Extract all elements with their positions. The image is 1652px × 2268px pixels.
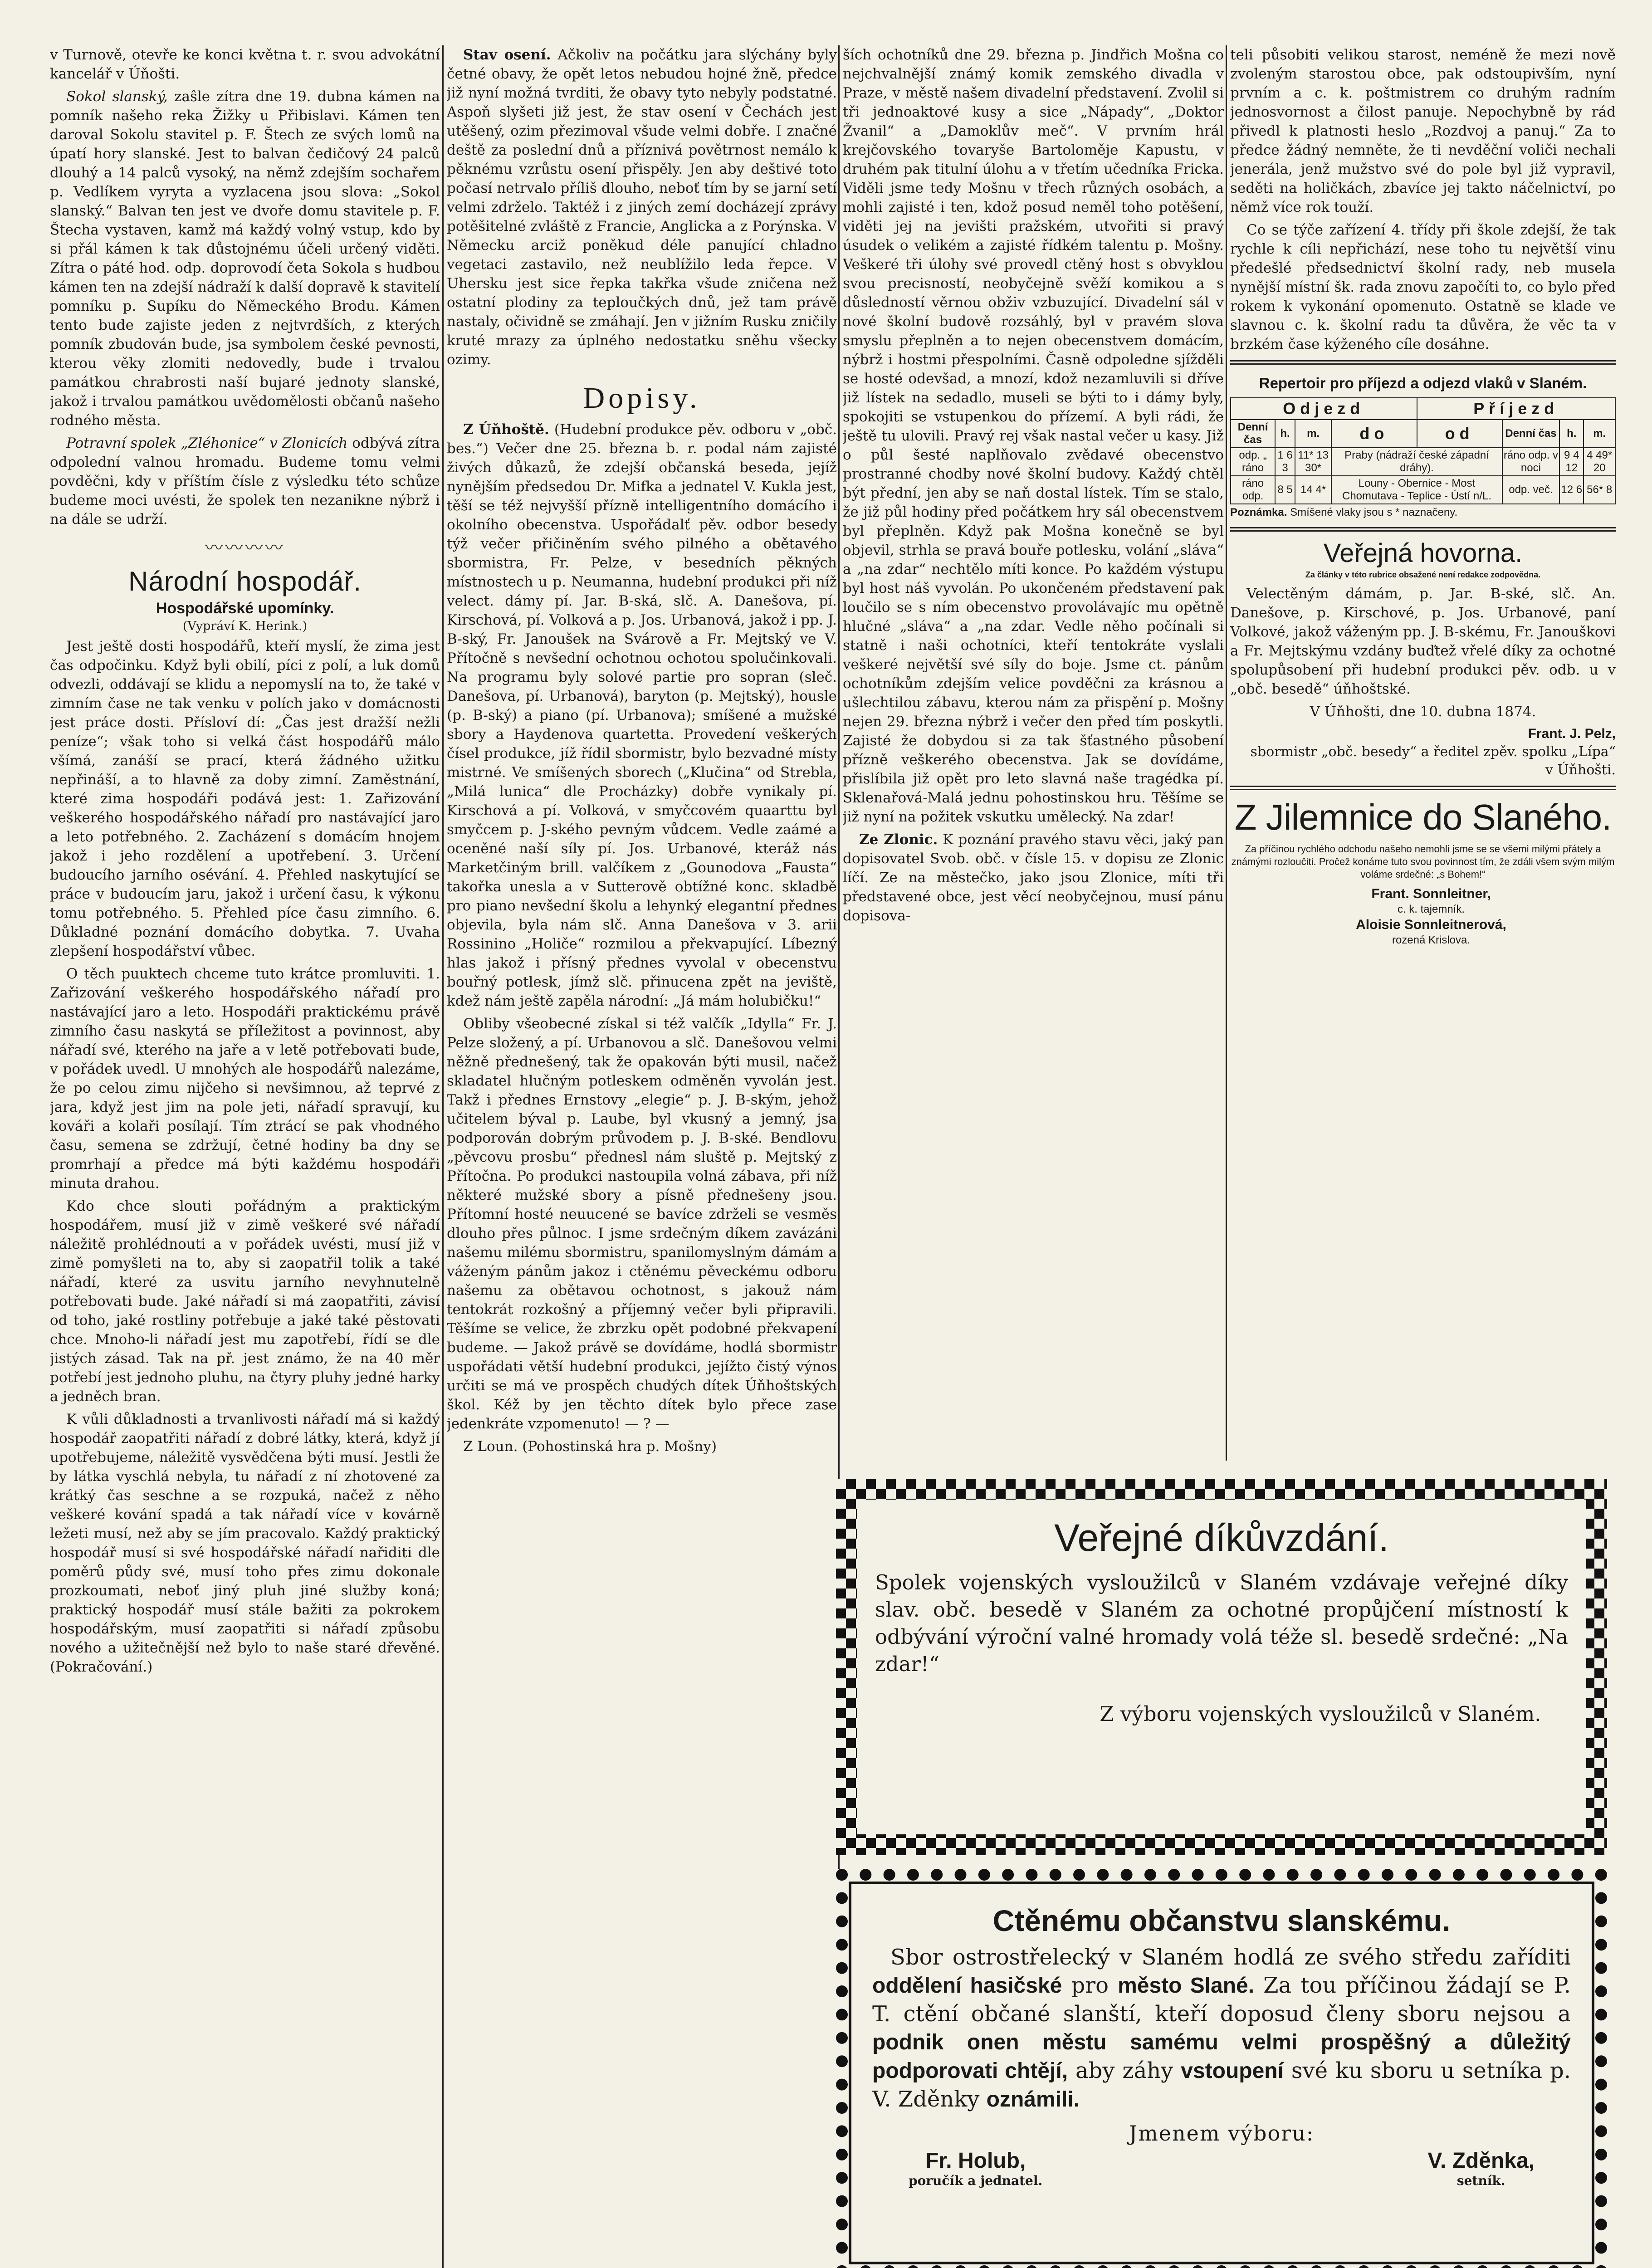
ad-emphasis: podnik onen městu samému velmi prospěšný a důležitý podporovati chtějí,	[872, 2030, 1571, 2083]
paragraph: Z Loun. (Pohostinská hra p. Mošny)	[463, 1438, 717, 1455]
timetable-col: h.	[1559, 420, 1584, 448]
paragraph: O těch puuktech chceme tuto krátce promluviti. 1. Zařizování veškerého hospodářského nářadí pro nastávající jaro a leto. Hospodáři praktickému právě zimního času naskytá se příležitost a povinnost, aby nářadí své, kterého na jaře a v letě potřebovati bude, v pořádek uvedl. U mnohých ale hospodářů nalezáme, že po celou zimu nijčeho si nevšimnou, až teprvé z jara, když jest jim na pole jeti, nářadí spravují, ku kováři a kolaři posílají. Tím ztrácí se pak vhodného času, semena se zdržují, četné hodiny ba dny se promrhají a předce má býti každému hospodáři minuta drahou.	[50, 966, 440, 1192]
item-text: K poznání pravého stavu věci, jaký pan dopisovatel Svob. obč. v čísle 15. v dopisu ze Zlonic líčí. Ze na městečko, jako jsou Zlonice, míti tři představené obce, jest věcí neobyčejnou, musí pánu dopisova-	[843, 831, 1224, 924]
timetable-col: h.	[1275, 420, 1295, 448]
cell: odp. „ ráno	[1231, 448, 1275, 476]
ad-emphasis: město Slané.	[1118, 1974, 1255, 1998]
item-text: zaŝle zítra dne 19. dubna kámen na pomník našeho reka Žižky u Přibislavi. Kámen ten daroval Sokolu stavitel p. F. Štech ze svých lomů na úpatí hory slanské. Jest to balvan čedičový 24 palců dlouhý a 14 palců vysoký, na němž zdejším sochařem p. Vedlíkem vyryta a vyzlacena jsou slova: „Sokol slanský.“ Balvan ten jest ve dvoře domu stavitele p. F. Štecha vystaven, kamž má každý volný vstup, kdo by si přál kámen k tak důstojnému účeli určený viděti. Zítra o páté hod. odp. doprovodí četa Sokola s hudbou kámen ten na zdejší nádraží k další dopravě k stavitelí pomníku p. Supíku do Německého Brodu. Kámen tento bude zajiste jeden z nejtvrdších, z kterých pomník zbudován bude, jsa symbolem české pevnosti, kterou věky zlomiti nedovedly, bude i trvalou památkou chrabrosti naší bujaré jednoty slanské, jakož i trvalou památkou uvědomělosti občanů našeho rodného města.	[50, 88, 440, 429]
column-rule	[1226, 45, 1227, 1461]
ad-text: Za tou příčinou žádají se P. T. ctění občané slanští, kteří doposud členy sboru nejsou a	[872, 1973, 1571, 2027]
timetable-col: od	[1417, 420, 1502, 448]
timetable-col: Denní čas	[1502, 420, 1559, 448]
ad-body	[872, 1943, 1571, 2114]
item-title: Sokol slanský,	[66, 88, 168, 105]
cell: 56* 8	[1584, 476, 1615, 504]
timetable-header-arrival: Příjezd	[1417, 398, 1615, 420]
section-title: Dopisy.	[583, 381, 701, 415]
ad-emphasis: oznámili.	[986, 2087, 1080, 2112]
cell: Louny - Obernice - Most Chomutava - Teplice - Ústí n/L.	[1331, 476, 1502, 504]
signer-role: poručík a jednatel.	[909, 2173, 1043, 2188]
paragraph: Jest ještě dosti hospodářů, kteří myslí, že zima jest čas odpočinku. Když byli obilí, píci z polí, a luk domů odvezli, oddávají se klidu a nepomyslí na to, že také v zimním čase ne tak venku v polích jako v domácnosti jest práce dosti. Přísloví dí: „Čas jest dražší nežli peníze“; však toho si velká část hospodářů málo všímá, zanáší se prací, která žádného užitku nepřináší, a to hlavně za doby zimní. Zaměstnání, které zima hospodáři podává jest: 1. Zařizování veškerého hospodářského nářadí pro nastávající jaro a leto potřebného. 2. Zacházení s domácím hnojem jakož i jeho rozdělení a upotřebení. 3. Určení budoucího jarního osévání. 4. Přehled naskytující se práce v budoucím jaru, jakož i určení času, k výkonu tomu potřebného. 5. Přehled píce času zimního. 6. Důkladné poznání domácího dobytka. 7. Uvaha zlepšení hospodářství vůbec.	[50, 638, 440, 959]
item-text: (Hudební produkce pěv. odboru v „obč. bes.“) Večer dne 25. března b. r. podal nám zajisté živých důkazů, že zdejší občanská beseda, jejíž nynějším předsedou Dr. Mifka a jednatel V. Kukla jest, těší se též nejvyšší přízně intelligentního domácího i okolního obecenstva. Uspořádalť pěv. odbor besedy týž večer přičiněním svého pilného a obětavého sbormistra, Fr. Pelze, v besedních pěkných místnostech u p. Neumanna, hudební produkci při níž velect. dámy pí. Jar. B-ská, slč. A. Danešova, pí. Kirschová, pí. Volková a p. Jos. Urbanová, jakož i pp. J. B-ský, Fr. Janoušek na Svárově a Fr. Mejtský ve V. Přítočně s nevšední ochotnou ochotou spolučinkovali. Na programu byly solové partie pro sopran (sleč. Danešova, pí. Urbanová), baryton (p. Mejtský), housle (p. B-ský) a piano (pí. Urbanova); smíšené a mužské sbory a Haydenova quartetta. Provedení veškerých čísel produkce, jíž řídil sbormistr, bylo bezvadné místy mistrné. Ve smíšených sborech („Klučina“ od Strebla, „Milá lunica“ dle Procházky) dobře vynikaly pí. Kirschová a pí. Volková, v smyčcovém quaarttu byl smyčcem p. J-ského pevným vůdcem. Vedle zaámé a oceněné naší síly pí. Jos. Urbanové, kteráž nás Marketčiným brill. valčíkem z „Gounodova „Fausta“ takořka unesla a v Sutterově obtížné konc. skladbě pro piano nevšední školu a lehynký elegantní přednes objevila, byla nám slč. Anna Danešova v 3. arii Rossinino „Holiče“ rozmilou a překvapující. Líbezný hlas jakož i přísný přednes vyvolal v obecenstvu bouřný potlesk, jímž slč. přinucena zpět na jeviště, kdež nám ještě zapěla národní: „Já mám holubičku!“	[447, 421, 837, 1009]
paragraph	[447, 45, 837, 369]
timetable-col: m.	[1584, 420, 1615, 448]
signer-role: rozená Krislova.	[1392, 934, 1471, 946]
cell: 9 4 12	[1559, 448, 1584, 476]
ad-emphasis: vstoupení	[1181, 2059, 1284, 2083]
signer: Fr. Holub,	[925, 2149, 1026, 2173]
cell: Praby (nádraží české západní dráhy).	[1331, 448, 1502, 476]
notice-title: Z Jilemnice do Slaného.	[1234, 797, 1612, 837]
notice-text: Za příčinou rychlého odchodu našeho nemohli jsme se se všemi milými přátely a známými rozloučiti. Pročež konáme tuto svou povinnost tím, že zdáli všem svým milým voláme srdečné: „s Bohem!“	[1231, 843, 1615, 880]
ad-signature	[909, 2148, 1042, 2188]
ad-text: pro	[1071, 1973, 1109, 1998]
timetable-header-departure: Odjezd	[1231, 398, 1417, 420]
ad-signatures	[872, 2148, 1571, 2188]
column-4	[1230, 45, 1616, 1461]
signer-role: setník.	[1456, 2173, 1505, 2188]
column-rule	[442, 45, 444, 2268]
ad-signature: Z výboru vojenských vysloužilců v Slaném.	[1100, 1702, 1541, 1726]
signer: V. Zděnka,	[1427, 2149, 1535, 2173]
timetable-col: do	[1331, 420, 1417, 448]
cell: 4 49* 20	[1584, 448, 1615, 476]
cell: ráno odp.	[1231, 476, 1275, 504]
divider	[1230, 360, 1616, 365]
ad-footer: Jmenem výboru:	[1129, 2121, 1315, 2146]
divider-ornament: 〰〰〰〰	[205, 538, 285, 558]
disclaimer: Za články v této rubrice obsažené není redakce zodpovědna.	[1305, 570, 1541, 579]
cell: 12 6	[1559, 476, 1584, 504]
signature-role: sbormistr „obč. besedy“ a ředitel zpěv. spolku „Lípa“ v Úňhošti.	[1250, 744, 1616, 778]
ad-body: Spolek vojenských vysloužilců v Slaném vzdávaje veřejné díky slav. obč. besedě v Slaném za ochotné propůjčení místností k odbývání výroční valné hromady volá téže sl. besedě srdečné: „Na zdar!“	[875, 1570, 1568, 1676]
cell: ráno odp. v noci	[1502, 448, 1559, 476]
paragraph	[50, 87, 440, 430]
item-text: Ačkoliv na počátku jara slýchány byly četné obavy, že opět letos nebudou hojné žně, předce již nyní možná tvrditi, že obavy tyto nebyly podstatné. Aspoň slyšeti již jest, že stav osení v Čechách jest utěšený, ozim přezimoval všude velmi dobře. I značné deště za poslední dnů a příznivá povětrnost nemálo k pěknému vzrůstu osení přispěly. Jen aby deštivé toto počasí netrvalo příliš dlouho, neboť tím by se jarní setí velmi zdrželo. Taktéž i z jiných zemí docházejí zprávy potěšitelné zvláště z Francie, Anglicka a z Porýnska. V Německu arciž poněkud déle panující chladno vegetaci zastavilo, než neublížilo leda řepce. V Uhersku jest sice řepka takřka všude zničena než ostatní plodiny za teploučkých dnů, jež tam právě nastaly, očividně se zmáhají. Jen v jižním Rusku zničily kruté mrazy za úplného nedostatku sněhu všecky ozimy.	[447, 47, 837, 368]
section-title: Veřejná hovorna.	[1323, 538, 1523, 568]
paragraph	[50, 434, 440, 529]
column-3	[843, 45, 1224, 1461]
note-text: Smíšené vlaky jsou s * naznačeny.	[1290, 506, 1458, 518]
signature-name	[1230, 725, 1616, 743]
item-title: Potravní spolek „Zléhonice“ v Zlonicích	[66, 435, 348, 451]
section-title: Národní hospodář.	[128, 566, 362, 596]
ad-emphasis: oddělení hasičské	[872, 1974, 1062, 1998]
paragraph: teli působiti velikou starost, neméně že mezi nově zvoleným starostou obce, pak odstoupivším, nyní prvním a c. k. poštmistrem co druhým radním jednosvornost a čilost panuje. Nepochybně by rád přivedl k platnosti heslo „Rozdvoj a panuj.“ Za to předce žádný nemněte, že ti nevděční voliči nechali jenerála, jenž mužstvo své do pole byl již vypravil, seděti na holičkách, zbavíce jej takto náčelnictví, po němž více rok touží.	[1230, 47, 1616, 215]
note-label: Poznámka.	[1230, 506, 1287, 518]
ad-content	[854, 1887, 1589, 2259]
signer: Frant. Sonnleitner,	[1371, 886, 1491, 901]
column-1	[50, 45, 440, 2268]
timetable-col: Denní čas	[1231, 420, 1275, 448]
paragraph: Obliby všeobecné získal si též valčík „Idylla“ Fr. J. Pelze složený, a pí. Urbanovou a slč. Danešovou velmi něžně přednešený, tak že opakován býti musil, načež skladatel hlučným potleskem odměněn vyvolán jest. Takž i přednes Ernstovy „elegie“ p. J. B-ským, jehož učitelem býval p. Laube, byl vkusný a jemný, jsa podporován dobrým průvodem p. J. B-ské. Bendlovu „pěvcovu prosbu“ přednesl nám sluště p. Mejtský z Přítočna. Po produkci nastoupila volná zábava, při níž některé mužské sbory a písně přednešeny jsou. Přítomní hosté neuucené se bavíce zdrželi se vesměs dlouho přes půlnoc. I jsme srdečným díkem zavázáni našemu milému sbormistru, spanilomyslným dámám a váženým pánům jakoz i ctěnému pěveckému odboru našemu za obětavou ochotnost, s jakouž nám tentokrát rozkošný a příjemný večer byli připravili. Těšíme se velice, že zbrzku opět podobné překvapení budeme. — Jakož právě se dovídáme, hodlá sbormistr uspořádati větší hudební produkci, jejížto čistý výnos určiti se má ve prospěch chudých dítek Úňhoštských škol. Kéž by jen těchto dítek bylo přece zase jedenkráte vzpomenuto! — ? —	[447, 1016, 837, 1432]
divider	[1230, 527, 1616, 532]
ad-title: Veřejné díkůvzdání.	[1054, 1516, 1389, 1559]
table-row	[1231, 448, 1615, 476]
column-2	[447, 45, 837, 2268]
item-text: odbývá zítra odpolední valnou hromadu. Budeme tomu velmi povděčni, kdy v příštím čísle z výsledku této schůze budeme moci uvésti, že spolek ten nezanikne nýbrž i na dále se udrží.	[50, 435, 440, 528]
byline: (Vypráví K. Herink.)	[182, 619, 308, 633]
ad-content	[857, 1500, 1586, 1834]
dateline: V Úňhošti, dne 10. dubna 1874.	[1310, 704, 1536, 720]
advertisement-fire-brigade	[836, 1869, 1607, 2268]
ad-text: aby záhy	[1075, 2058, 1173, 2083]
paragraph: K vůli důkladnosti a trvanlivosti nářadí má si každý hospodář zaopatřiti nářadí z dobré látky, která, když jí upotřebujeme, náležitě vysvědčena býti musí. Jestli že by látka vyschlá nebyla, tu nářadí z ní zhotovené za krátký čas seschne a se rozpuká, načež z něho veškeré kování spadá a tak nářadí více v kovárně ležeti musí, než aby se jím pracovalo. Každý praktický hospodář musí si své hospodářské nářadí nařiditi dle poměrů půdy své, musí toho přes zimu dokonale prozkoumati, neboť jiný pluh jiné služby koná; praktický hospodář musí stále bažiti za pokrokem hospodářským, musí zaopatřiti si nářadí způsobu nového a užitečnější než bylo to naše staré dřevěné. (Pokračování.)	[50, 1411, 440, 1675]
cell: 8 5	[1275, 476, 1295, 504]
timetable-note	[1230, 506, 1616, 519]
ad-signature	[1427, 2148, 1535, 2188]
paragraph: Kdo chce slouti pořádným a praktickým hospodářem, musí již v zimě veškeré své nářadí náležitě prohlédnouti a v pořádek uvésti, musí již v zimě pomyšleti na to, aby si zaopatřil tolik a také nářadí, které za usvitu jarního nevyhnutelně potřebovati bude. Jaké nářadí si má zaopatřiti, závisí od toho, jaké rostliny potřebuje a jaké také pěstovati chce. Mnoho-li nářadí jest mu zapotřebí, řídí se dle jistých zásad. Tak na př. jest známo, že na 40 měr potřebí jest jednoho pluhu, na čtyry pluhy jedné harky a jedněch bran.	[50, 1198, 440, 1405]
table-row	[1231, 476, 1615, 504]
signer-role: c. k. tajemník.	[1397, 903, 1465, 915]
item-title: Ze Zlonic.	[859, 831, 938, 848]
cell: 11* 13 30*	[1295, 448, 1331, 476]
item-title: Z Úňhoště.	[463, 421, 549, 438]
train-timetable	[1230, 397, 1616, 504]
paragraph	[843, 830, 1224, 925]
paragraph: Co se týče zařízení 4. třídy při škole zdejší, že tak rychle k cíli nepřichází, nese toho tu největší vinu předešlé předsednictví školní rady, neb musela nynější místní šk. rada znovu započíti to, co bylo před rokem k vykonání opomenuto. Ostatně se klade ve slavnou c. k. školní radu ta důvěra, že věc ta v brzkém čase kýženého cíle dosáhne.	[1230, 222, 1616, 352]
divider	[1230, 786, 1616, 790]
item-title: Stav osení.	[463, 47, 551, 63]
timetable-title: Repertoir pro příjezd a odjezd vlaků v Slaném.	[1259, 375, 1587, 391]
paragraph	[447, 420, 837, 1011]
paragraph: Velectěným dámám, p. Jar. B-ské, slč. An. Danešove, p. Kirschové, p. Jos. Urbanové, paní Volkové, jakož váženým pp. J. B-skému, Fr. Janouškovi a Fr. Mejtskýmu vzdány buďtež vřelé díky za ochotné spolupůsobení při hudební produkci pěv. odb. u v „obč. besedě“ úňhoštské.	[1230, 586, 1616, 697]
article-title: Hospodářské upomínky.	[156, 600, 334, 617]
paragraph: v Turnově, otevře ke konci května t. r. svou advokátní kancelář v Úňošti.	[50, 47, 440, 82]
cell: odp. več.	[1502, 476, 1559, 504]
ad-text: své ku sboru u setníka p. V. Zděnky	[872, 2058, 1571, 2112]
timetable-col: m.	[1295, 420, 1331, 448]
advertisement-thanks	[836, 1479, 1607, 1855]
ad-title: Ctěnému občanstvu slanskému.	[992, 1904, 1451, 1937]
signer: Aloisie Sonnleitnerová,	[1356, 917, 1506, 932]
cell: 1 6 3	[1275, 448, 1295, 476]
paragraph: ších ochotníků dne 29. března p. Jindřich Mošna co nejchvalnější známý komik zemského divadla v Praze, v městě našem divadelní představení. Zvolil si tři jednoaktové kusy a sice „Nápady“, „Doktor Žvanil“ a „Damoklův meč“. V prvním hrál krejčovského tovaryše Bartoloměje Kapustu, v druhém pak titulní úlohu a v třetím učedníka Fricka. Viděli jsme tedy Mošnu v třech různých osobách, a mohli zajisté i ten, kdož posud neměl toho potěšení, viděti jej na jevišti pražském, utvořiti si pravý úsudek o velikém a zajisté řídkém talentu p. Mošny. Veškeré tři úlohy své provedl ctěný host s obvyklou svou precisností, neobyčejně svěží komikou a s důsledností věrnou obživ vzbuzující. Divadelní sál v nové školní budově rozsáhlý, byl v pravém slova smyslu přeplněn a to nejen obecenstvem domácím, nýbrž i hostmi přespolními. Časně odpoledne sjížděli se hosté odevšad, a mnozí, kdož nezamluvili si dříve již lístek na sedadlo, museli se býti to i dámy byly, spokojiti se vstupenkou do přízemí. A byli rádi, že ještě tu ulovili. Pravý rej však nastal večer u kasy. Již o půl šesté naplňovalo zvědavé obecenstvo prostranné chodby nové školní budovy. Každý chtěl být přední, jen aby se naň dostal lístek. Tím se stalo, že již půl hodiny před počátkem hry sál obecenstvem byl přeplněn. Když pak Mošna konečně se byl objevil, strhla se pravá bouře potlesku, volání „sláva“ a „na zdar“ nechtělo míti konce. Po každém výstupu byl host náš vyvolán. Po ukončeném představení pak loučilo se s ním obecenstvo provolávajíc mu opětně hlučné „sláva“ a „na zdar. Vedle něho počínali si statně i naši ochotníci, kteří tentokráte vyslali veškeré největší své síly do boje. Jsme ct. pánům ochotníkům zdejším velice povděčni za krásnou a ušlechtilou zábavu, kterou nám za přispění p. Mošny nejen 29. března nýbrž i večer den před tím poskytli. Zajisté že dobydou si za tak šťastného působení přízně veškerého obecenstva. Jak se dovídáme, přislíbila již opět pro leto slavná naše tragédka pí. Sklenařová-Malá jednu pohostinskou hru. Těšíme se již nyní na požitek vskutku umělecký. Na zdar!	[843, 47, 1224, 825]
ad-text: Sbor ostrostřelecký v Slaném hodlá ze svého středu zaříditi	[890, 1945, 1571, 1970]
cell: 14 4*	[1295, 476, 1331, 504]
signer: Frant. J. Pelz,	[1528, 726, 1616, 741]
